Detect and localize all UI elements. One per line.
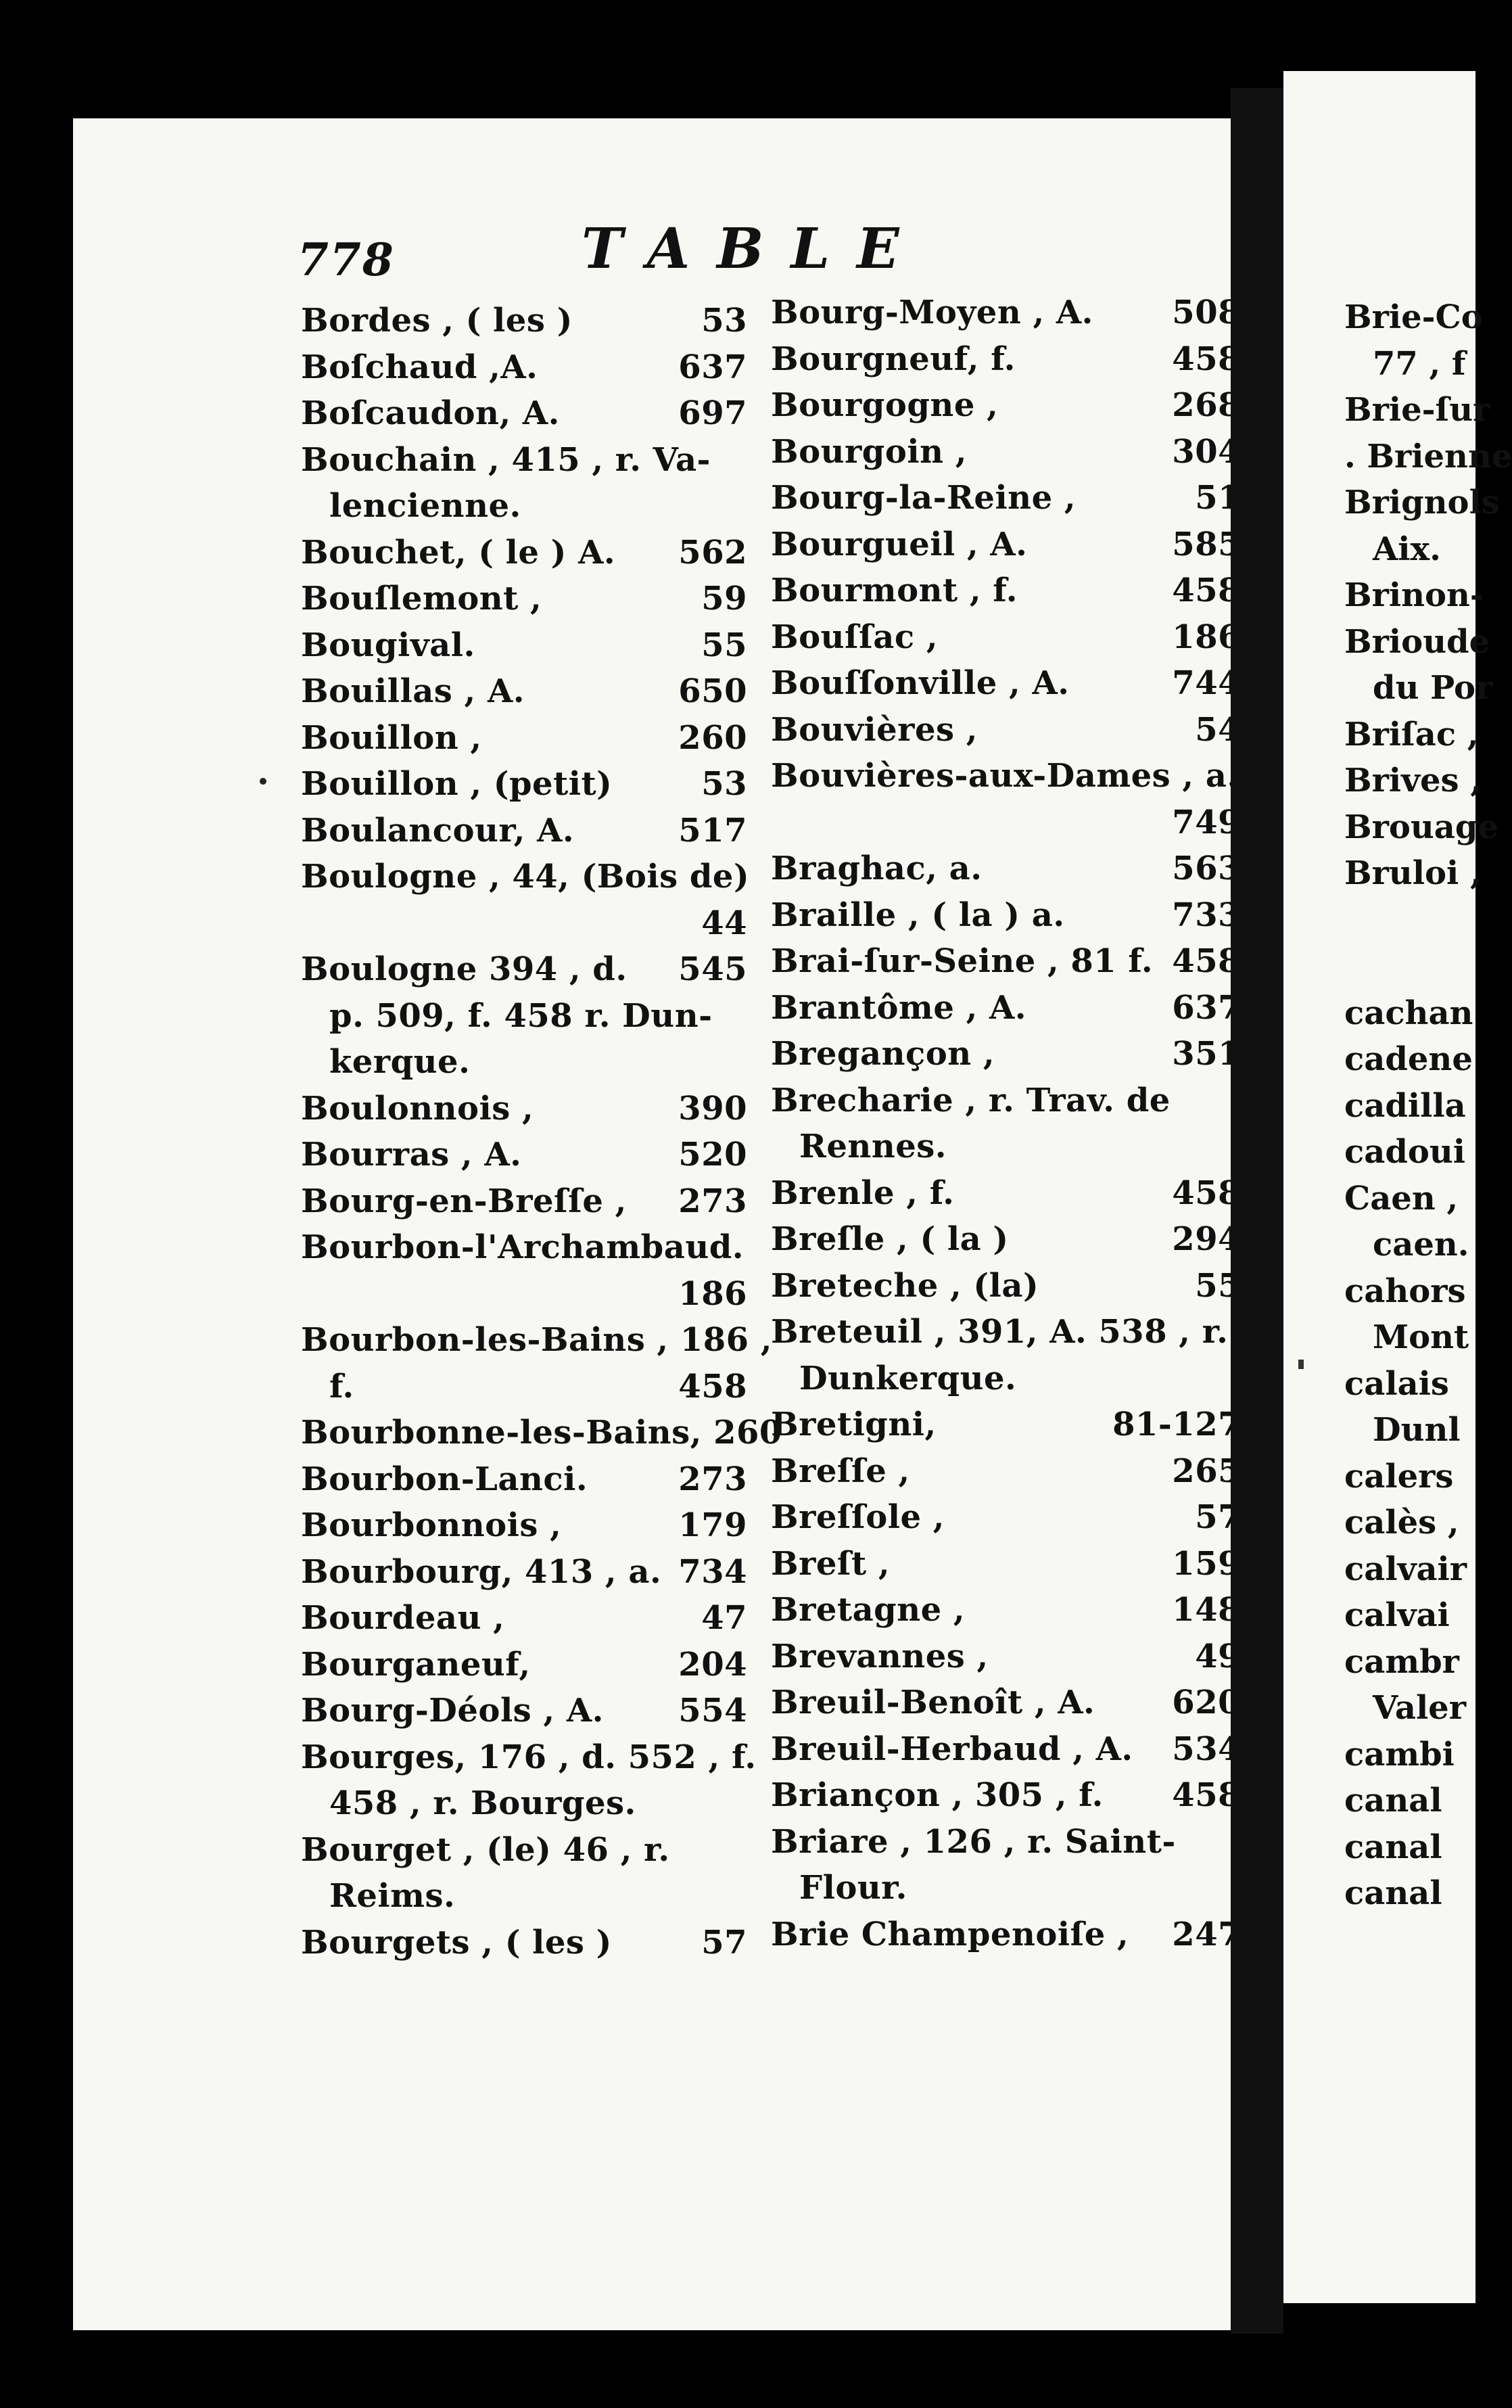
index-entry xyxy=(771,336,1241,383)
entry-page-number: 458 xyxy=(678,1367,747,1406)
entry-page-number: 563 xyxy=(1172,850,1241,887)
index-entry xyxy=(771,1448,1241,1495)
index-entry-partial: canal xyxy=(1344,1828,1442,1866)
index-entry xyxy=(771,290,1241,336)
entry-page-number: 637 xyxy=(1172,988,1241,1027)
entry-page-number: 49 xyxy=(1195,1637,1241,1675)
index-column-right-partial xyxy=(1344,294,1512,1917)
entry-page-number: 562 xyxy=(678,533,747,572)
entry-page-number: 55 xyxy=(1195,1266,1241,1305)
index-entry xyxy=(771,707,1241,754)
entry-text: Bouchet, ( le ) A. xyxy=(301,533,616,572)
index-entry-partial: cachan xyxy=(1344,994,1473,1032)
entry-text: Dunkerque. xyxy=(799,1359,1017,1397)
index-entry xyxy=(771,1865,1241,1912)
index-entry xyxy=(301,1688,747,1734)
entry-text: f. xyxy=(329,1367,354,1406)
index-entry xyxy=(301,993,747,1040)
entry-text: Bouillon , xyxy=(301,718,482,757)
index-entry-partial: cahors xyxy=(1344,1272,1466,1310)
index-entry xyxy=(301,1132,747,1178)
entry-page-number: 545 xyxy=(678,950,747,988)
index-entry xyxy=(301,1086,747,1132)
index-entry xyxy=(301,946,747,993)
entry-page-number: 534 xyxy=(1172,1730,1241,1768)
index-entry xyxy=(301,483,747,530)
entry-page-number: 650 xyxy=(678,672,747,710)
entry-text: Bourbon-les-Bains , 186 , xyxy=(301,1321,772,1359)
index-entry xyxy=(771,614,1241,661)
entry-page-number: 458 xyxy=(1172,572,1241,609)
index-entry-partial: caen. xyxy=(1373,1226,1469,1264)
entry-page-number: 585 xyxy=(1172,525,1241,563)
entry-text: Bretagne , xyxy=(771,1591,966,1629)
entry-text: Bourgets , ( les ) xyxy=(301,1923,612,1962)
entry-page-number: 294 xyxy=(1172,1220,1241,1258)
entry-page-number: 247 xyxy=(1172,1915,1241,1953)
entry-text: Braille , ( la ) a. xyxy=(771,896,1065,934)
entry-text: Breteuil , 391, A. 538 , r. xyxy=(771,1313,1229,1351)
entry-text: Bourgogne , xyxy=(771,386,999,424)
index-entry xyxy=(301,1364,747,1410)
entry-page-number: 637 xyxy=(678,348,747,386)
index-entry xyxy=(771,1772,1241,1819)
page-number: 778 xyxy=(298,233,395,286)
index-entry xyxy=(301,344,747,391)
entry-text: Brai-ſur-Seine , 81 f. xyxy=(771,942,1154,980)
entry-page-number: 44 xyxy=(701,904,747,942)
index-entry-partial: Bruloi , xyxy=(1344,854,1482,892)
index-entry-partial: cambi xyxy=(1344,1735,1455,1774)
entry-text: p. 509, f. 458 r. Dun- xyxy=(329,996,713,1035)
entry-text: Breuil-Benoît , A. xyxy=(771,1684,1095,1721)
index-entry-partial: canal xyxy=(1344,1874,1442,1912)
entry-text: Bourgueil , A. xyxy=(771,525,1028,563)
index-entry xyxy=(301,530,747,576)
index-entry xyxy=(301,1734,757,1781)
index-entry xyxy=(771,753,1241,800)
index-entry xyxy=(301,1780,747,1827)
margin-mark xyxy=(260,778,266,785)
entry-text: Bourges, 176 , d. 552 , f. xyxy=(301,1738,757,1776)
entry-text: Brecharie , r. Trav. de xyxy=(771,1081,1171,1119)
index-entry xyxy=(301,1549,747,1596)
index-entry xyxy=(301,1502,747,1549)
index-entry xyxy=(301,1827,747,1874)
index-entry xyxy=(771,1819,1241,1866)
entry-page-number: 57 xyxy=(701,1923,747,1962)
entry-text: Bourbon-Lanci. xyxy=(301,1460,588,1498)
entry-text: Boulogne 394 , d. xyxy=(301,950,628,988)
index-entry-partial: 77 , f xyxy=(1373,344,1466,383)
entry-text: Breſle , ( la ) xyxy=(771,1220,1009,1258)
entry-page-number: 351 xyxy=(1172,1035,1241,1073)
entry-page-number: 53 xyxy=(701,302,747,340)
entry-page-number: 458 xyxy=(1172,1174,1241,1212)
index-entry xyxy=(301,1920,747,1966)
entry-page-number: 55 xyxy=(701,626,747,664)
index-entry xyxy=(771,1263,1241,1310)
index-entry xyxy=(301,390,747,437)
entry-text: Breſt , xyxy=(771,1544,891,1583)
index-entry xyxy=(771,382,1241,429)
index-entry xyxy=(771,660,1241,707)
index-column-left xyxy=(301,298,782,1966)
entry-text: kerque. xyxy=(329,1043,471,1081)
index-entry xyxy=(301,1317,772,1364)
entry-text: Bourg-en-Breſſe , xyxy=(301,1182,627,1220)
entry-page-number: 520 xyxy=(678,1136,747,1174)
index-entry xyxy=(771,568,1241,614)
entry-text: Bourdeau , xyxy=(301,1599,505,1637)
entry-page-number: 697 xyxy=(678,394,747,432)
index-entry xyxy=(301,1410,782,1456)
index-entry-partial: canal xyxy=(1344,1782,1442,1820)
index-entry-partial: cadene xyxy=(1344,1040,1473,1078)
entry-page-number: 268 xyxy=(1172,386,1241,424)
index-entry xyxy=(771,846,1241,892)
entry-page-number: 273 xyxy=(678,1460,747,1498)
entry-text: Bregançon , xyxy=(771,1035,995,1073)
entry-text: Brie Champenoiſe , xyxy=(771,1915,1129,1953)
index-entry xyxy=(771,1494,1241,1541)
index-entry xyxy=(301,1873,747,1920)
entry-page-number: 304 xyxy=(1172,432,1241,471)
index-entry xyxy=(301,298,747,344)
index-entry xyxy=(301,622,747,669)
index-entry-partial: Caen , xyxy=(1344,1179,1459,1218)
index-entry xyxy=(771,892,1241,939)
index-entry xyxy=(301,1642,747,1688)
margin-mark xyxy=(1298,1360,1304,1369)
index-entry xyxy=(301,576,747,622)
index-entry xyxy=(771,1912,1241,1958)
index-entry xyxy=(771,1031,1241,1078)
index-entry xyxy=(771,1726,1241,1773)
entry-page-number: 744 xyxy=(1172,664,1241,702)
index-entry xyxy=(771,1309,1241,1356)
index-entry xyxy=(771,1356,1241,1402)
entry-text: Bourgneuf, f. xyxy=(771,340,1016,378)
entry-text: Boulogne , 44, (Bois de) xyxy=(301,858,750,896)
index-entry xyxy=(301,1595,747,1642)
entry-text: Bourbourg, 413 , a. xyxy=(301,1552,662,1591)
index-entry-partial: Brie-Co xyxy=(1344,298,1483,336)
entry-text: Flour. xyxy=(799,1869,907,1907)
index-entry-partial: Valer xyxy=(1373,1689,1466,1727)
entry-page-number: 517 xyxy=(678,811,747,850)
index-entry-partial: Briſac , xyxy=(1344,715,1479,754)
entry-text: Bouillon , (petit) xyxy=(301,765,613,803)
index-entry-partial: Brie-ſur xyxy=(1344,391,1490,429)
index-entry xyxy=(301,854,750,900)
index-entry xyxy=(771,429,1241,476)
entry-text: Bourganeuf, xyxy=(301,1645,531,1684)
entry-page-number: 81-127 xyxy=(1112,1406,1241,1443)
entry-text: Brantôme , A. xyxy=(771,988,1026,1027)
entry-text: Bourg-Moyen , A. xyxy=(771,294,1093,331)
index-entry xyxy=(301,1178,747,1225)
index-entry xyxy=(771,1402,1241,1448)
entry-text: Bourras , A. xyxy=(301,1136,522,1174)
entry-text: Reims. xyxy=(329,1877,456,1915)
entry-text: Bourmont , f. xyxy=(771,572,1018,609)
entry-page-number: 620 xyxy=(1172,1684,1241,1721)
index-entry-partial: calvai xyxy=(1344,1596,1450,1634)
index-entry xyxy=(301,668,747,715)
index-entry xyxy=(771,1170,1241,1217)
entry-text: Briare , 126 , r. Saint- xyxy=(771,1822,1176,1861)
entry-text: Boſcaudon, A. xyxy=(301,394,560,432)
index-entry-partial: Brioude xyxy=(1344,622,1490,661)
entry-text: Boulonnois , xyxy=(301,1089,534,1128)
index-entry xyxy=(771,522,1241,568)
index-entry-partial: du Por xyxy=(1373,669,1493,707)
index-entry xyxy=(771,1587,1241,1634)
index-entry-partial: Brives , xyxy=(1344,762,1482,800)
index-entry xyxy=(771,938,1241,985)
index-entry xyxy=(301,1039,747,1086)
entry-text: Bouſlemont , xyxy=(301,580,542,618)
index-entry-partial: calvair xyxy=(1344,1550,1467,1588)
entry-page-number: 59 xyxy=(701,580,747,618)
entry-page-number: 458 xyxy=(1172,340,1241,378)
index-column-middle xyxy=(771,290,1241,1958)
index-entry-partial: cadoui xyxy=(1344,1133,1466,1171)
entry-page-number: 458 xyxy=(1172,1776,1241,1814)
entry-page-number: 186 xyxy=(678,1274,747,1313)
entry-page-number: 734 xyxy=(678,1552,747,1591)
entry-text: Braghac, a. xyxy=(771,850,983,887)
entry-text: Brevannes , xyxy=(771,1637,989,1675)
entry-page-number: 749 xyxy=(1172,803,1241,841)
index-entry-partial: calès , xyxy=(1344,1504,1459,1542)
index-entry xyxy=(771,475,1241,522)
entry-text: lencienne. xyxy=(329,487,521,525)
index-entry-partial: cambr xyxy=(1344,1642,1459,1681)
entry-text: Boſchaud ,A. xyxy=(301,348,538,386)
entry-text: Bouſſonville , A. xyxy=(771,664,1070,702)
entry-page-number: 508 xyxy=(1172,294,1241,331)
entry-page-number: 57 xyxy=(1195,1498,1241,1536)
entry-text: Breteche , (la) xyxy=(771,1266,1039,1305)
entry-text: Boulancour, A. xyxy=(301,811,575,850)
entry-page-number: 148 xyxy=(1172,1591,1241,1629)
entry-text: Bouchain , 415 , r. Va- xyxy=(301,440,711,479)
entry-text: Bouvières , xyxy=(771,710,978,749)
index-entry xyxy=(301,1271,747,1318)
entry-text: Bouſſac , xyxy=(771,618,939,656)
entry-text: Bourget , (le) 46 , r. xyxy=(301,1830,670,1869)
index-entry-partial: Brinon- xyxy=(1344,576,1484,614)
entry-text: Briançon , 305 , f. xyxy=(771,1776,1104,1814)
entry-page-number: 390 xyxy=(678,1089,747,1128)
index-entry-partial: Brouage xyxy=(1344,808,1498,846)
entry-text: Bourg-la-Reine , xyxy=(771,479,1077,517)
index-entry xyxy=(771,1124,1241,1170)
index-entry-partial: cadilla xyxy=(1344,1086,1466,1125)
index-entry xyxy=(301,761,747,808)
entry-text: Bourbonnois , xyxy=(301,1506,562,1544)
entry-page-number: 204 xyxy=(678,1645,747,1684)
index-entry xyxy=(301,808,747,854)
index-entry-partial: Brignols xyxy=(1344,484,1500,522)
index-entry-partial: calais xyxy=(1344,1364,1449,1403)
index-entry xyxy=(771,1680,1241,1726)
column-gap xyxy=(1344,897,1480,990)
entry-text: Breuil-Herbaud , A. xyxy=(771,1730,1133,1768)
entry-page-number: 51 xyxy=(1195,479,1241,517)
entry-page-number: 179 xyxy=(678,1506,747,1544)
entry-page-number: 186 xyxy=(1172,618,1241,656)
index-entry xyxy=(771,1078,1241,1124)
entry-text: Bougival. xyxy=(301,626,475,664)
entry-text: Bourbonne-les-Bains, 260 xyxy=(301,1414,782,1452)
index-entry xyxy=(771,1216,1241,1263)
entry-page-number: 458 xyxy=(1172,942,1241,980)
entry-page-number: 260 xyxy=(678,718,747,757)
entry-page-number: 54 xyxy=(1195,710,1241,749)
entry-text: Bouvières-aux-Dames , a. xyxy=(771,757,1239,795)
entry-page-number: 53 xyxy=(701,765,747,803)
index-entry-partial: Mont xyxy=(1373,1318,1469,1356)
index-entry-partial: . Brienne xyxy=(1344,437,1512,476)
index-entry xyxy=(301,715,747,762)
entry-text: Bouillas , A. xyxy=(301,672,525,710)
entry-text: Breſſole , xyxy=(771,1498,945,1536)
entry-text: 458 , r. Bourges. xyxy=(329,1784,636,1822)
entry-text: Rennes. xyxy=(799,1128,947,1165)
entry-text: Bordes , ( les ) xyxy=(301,302,573,340)
page-title: TABLE xyxy=(582,216,926,281)
index-entry-partial: Dunl xyxy=(1373,1411,1461,1449)
entry-page-number: 265 xyxy=(1172,1452,1241,1490)
index-entry xyxy=(771,1634,1241,1680)
index-entry xyxy=(301,437,747,484)
index-entry-partial: Aix. xyxy=(1373,530,1441,568)
entry-page-number: 554 xyxy=(678,1692,747,1730)
entry-text: Brenle , f. xyxy=(771,1174,955,1212)
entry-text: Bretigni, xyxy=(771,1406,937,1443)
index-entry xyxy=(771,800,1241,846)
index-entry xyxy=(771,1541,1241,1588)
entry-text: Bourbon-l'Archambaud. xyxy=(301,1228,744,1266)
entry-page-number: 273 xyxy=(678,1182,747,1220)
index-entry xyxy=(301,1456,747,1503)
entry-page-number: 733 xyxy=(1172,896,1241,934)
entry-page-number: 159 xyxy=(1172,1544,1241,1583)
index-entry xyxy=(301,1224,747,1271)
index-entry xyxy=(771,985,1241,1032)
entry-text: Breſſe , xyxy=(771,1452,910,1490)
index-entry xyxy=(301,900,747,947)
entry-text: Bourgoin , xyxy=(771,432,967,471)
index-entry-partial: calers xyxy=(1344,1457,1454,1496)
entry-text: Bourg-Déols , A. xyxy=(301,1692,604,1730)
entry-page-number: 47 xyxy=(701,1599,747,1637)
